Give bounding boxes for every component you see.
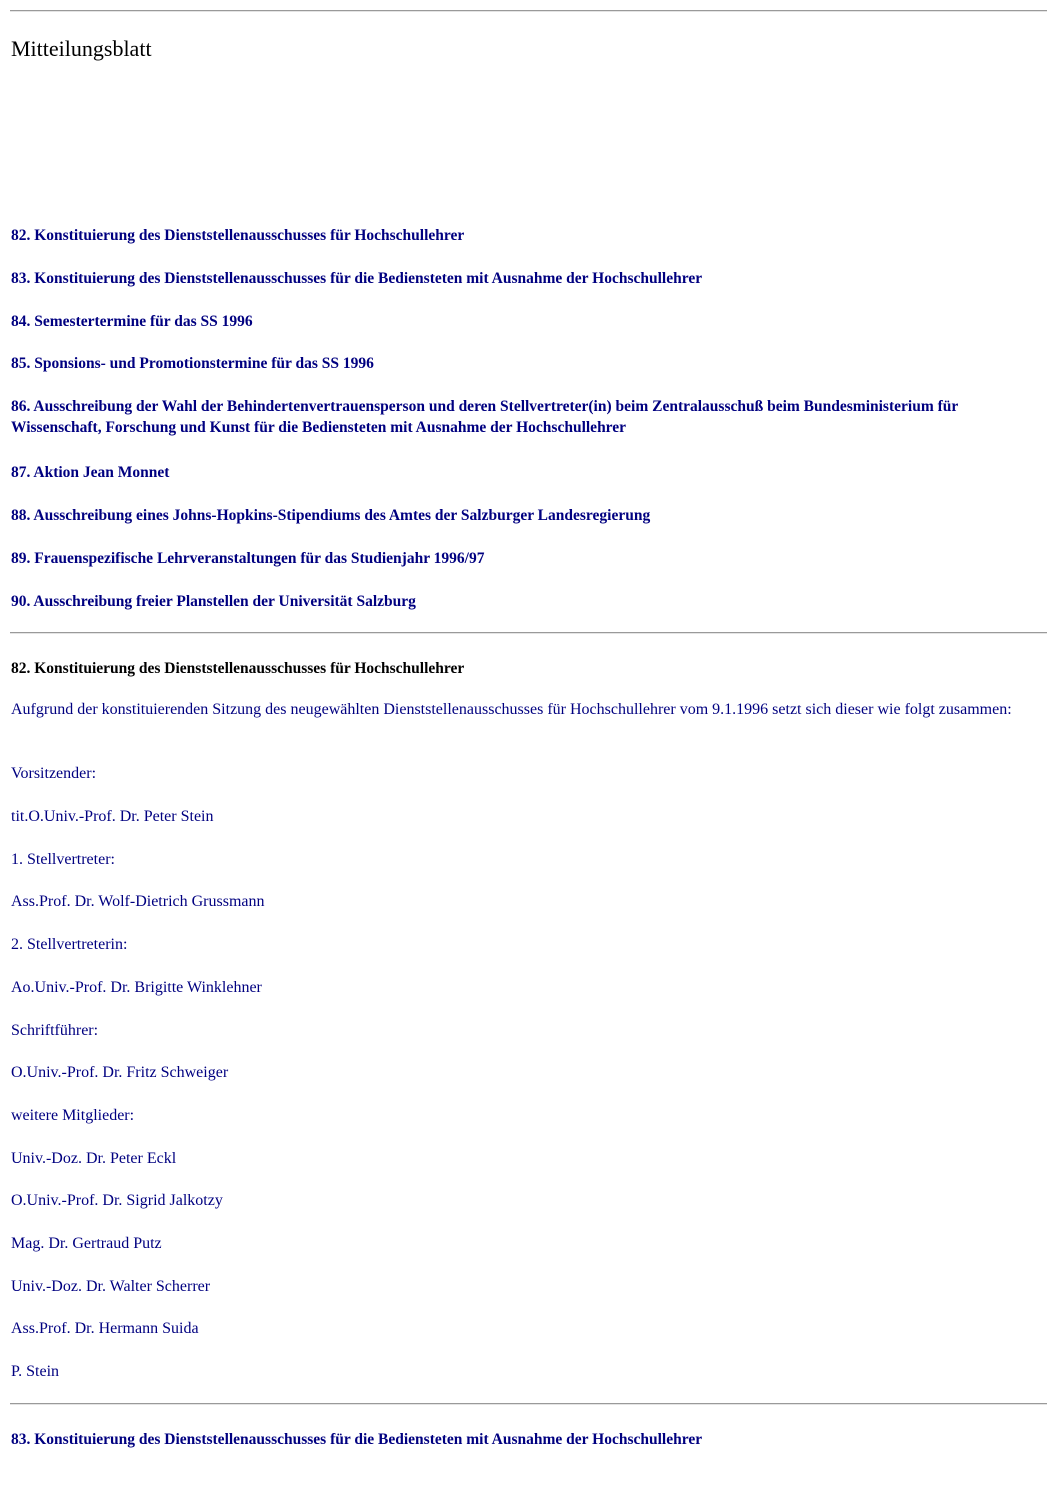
section-82-intro: Aufgrund der konstituierenden Sitzung des neugewählten Dienststellenausschusses für Hochschullehrer vom 9.1.1996 setzt sich dieser wie folgt zusammen:: [11, 701, 1012, 718]
section-82-heading: 82. Konstituierung des Dienststellenausschusses für Hochschullehrer: [11, 660, 465, 677]
member-name: Univ.-Doz. Dr. Walter Scherrer: [11, 1278, 211, 1295]
member-name: O.Univ.-Prof. Dr. Sigrid Jalkotzy: [11, 1192, 223, 1209]
role-label-members: weitere Mitglieder:: [11, 1107, 135, 1124]
member-name: Mag. Dr. Gertraud Putz: [11, 1235, 162, 1252]
role-label-deputy-2: 2. Stellvertreterin:: [11, 936, 128, 953]
top-rule: [10, 10, 1047, 12]
toc-link-84[interactable]: 84. Semestertermine für das SS 1996: [11, 313, 253, 330]
role-label-secretary: Schriftführer:: [11, 1022, 99, 1039]
member-name: O.Univ.-Prof. Dr. Fritz Schweiger: [11, 1064, 229, 1081]
role-label-deputy-1: 1. Stellvertreter:: [11, 851, 115, 868]
masthead-title: Mitteilungsblatt: [11, 36, 152, 61]
section-83-heading[interactable]: 83. Konstituierung des Dienststellenausschusses für die Bediensteten mit Ausnahme der Hochschullehrer: [11, 1431, 703, 1448]
toc-link-90[interactable]: 90. Ausschreibung freier Planstellen der Universität Salzburg: [11, 593, 416, 610]
toc-link-82[interactable]: 82. Konstituierung des Dienststellenausschusses für Hochschullehrer: [11, 227, 465, 244]
toc-link-85[interactable]: 85. Sponsions- und Promotionstermine für das SS 1996: [11, 355, 374, 372]
toc-link-86[interactable]: 86. Ausschreibung der Wahl der Behindertenvertrauensperson und deren Stellvertreter(in) beim Zentralausschuß beim Bundesministerium für Wissenschaft, Forschung und Kunst für die Bediensteten mit Ausnahme der Hochschullehrer: [11, 398, 958, 436]
member-name: Ass.Prof. Dr. Hermann Suida: [11, 1320, 199, 1337]
toc-link-87[interactable]: 87. Aktion Jean Monnet: [11, 464, 170, 481]
member-name: Ao.Univ.-Prof. Dr. Brigitte Winklehner: [11, 979, 262, 996]
member-name: Univ.-Doz. Dr. Peter Eckl: [11, 1150, 177, 1167]
toc-link-83[interactable]: 83. Konstituierung des Dienststellenausschusses für die Bediensteten mit Ausnahme der Hochschullehrer: [11, 270, 703, 287]
member-name: tit.O.Univ.-Prof. Dr. Peter Stein: [11, 808, 214, 825]
section-divider-1: [10, 632, 1047, 634]
member-name: Ass.Prof. Dr. Wolf-Dietrich Grussmann: [11, 893, 265, 910]
toc-link-88[interactable]: 88. Ausschreibung eines Johns-Hopkins-Stipendiums des Amtes der Salzburger Landesregierung: [11, 507, 651, 524]
role-label-chair: Vorsitzender:: [11, 765, 97, 782]
section-divider-2: [10, 1403, 1047, 1405]
signature-line: P. Stein: [11, 1363, 60, 1380]
toc-link-89[interactable]: 89. Frauenspezifische Lehrveranstaltungen für das Studienjahr 1996/97: [11, 550, 485, 567]
